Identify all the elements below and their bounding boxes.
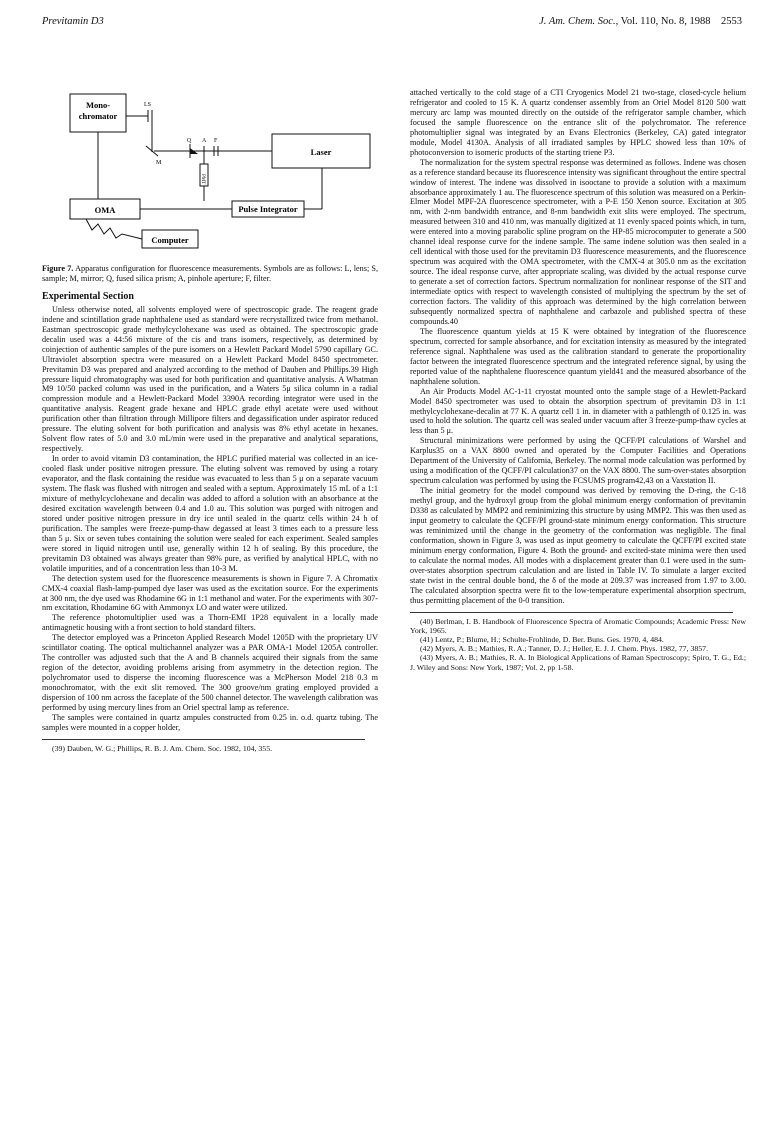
paragraph: In order to avoid vitamin D3 contamination, the HPLC purified material was collected in an ice-cooled flask under positive nitrogen pressure. The eluting solvent was removed by using a rotary evaporator, and the flask containing the residue was evacuated to less than 5 μ on a separate vacuum system. The flask was flushed with nitrogen and sealed with a septum. Approximately 15 mL of a 1:1 mixture of methylcyclohexane and decalin was added to afford a solution with an absorbance at the desired excitation wavelength between 0.4 and 1.0 au. This solution was purged with nitrogen and stored under positive nitrogen pressure in dry ice until sealed in the quartz cells within 24 h of purification. The samples were freeze-pump-thaw degassed at least 3 times each to a pressure less than 5 μ. Six or seven tubes containing the solution were sealed for each experiment. Sealed samples were stored in liquid nitrogen until use, generally within 12 h of sealing. By this procedure, the previtamin D3 obtained was always greater than 98% pure, as verified by analytical HPLC, with no volatile impurities, and of a concentration less than 10-3 M.: [42, 454, 378, 573]
running-header-right: [539, 16, 742, 27]
paragraph: Structural minimizations were performed by using the QCFF/PI calculations of Warshel and Karplus35 on a VAX 8800 owned and operated by the Computer Facilities and Operations Department of the University of California, Berkeley. The normal mode calculation was performed by using a modification of the QCFF/PI calculation37 on the VAX 8800. The sum-over-states absorption spectrum calculation was performed by using the FCSUMS program42,43 on a Vaxstation II.: [410, 436, 746, 486]
a-label: A: [202, 138, 207, 144]
footnote: (40) Berlman, I. B. Handbook of Fluorescence Spectra of Aromatic Compounds; Academic Press: New York, 1965.: [410, 616, 746, 635]
q-label: Q: [187, 138, 192, 144]
ls-label: LS: [144, 102, 152, 108]
oma-label: OMA: [94, 205, 116, 215]
footnote: (41) Lentz, P.; Blume, H.; Schulte-Frohlinde, D. Ber. Buns. Ges. 1970, 4, 484.: [420, 634, 664, 644]
footnote: (42) Myers, A. B.; Mathies, R. A.; Tanner, D. J.; Heller, E. J. J. Chem. Phys. 1982, 77, 3857.: [420, 644, 709, 654]
m-label: M: [156, 160, 162, 166]
paragraph: The initial geometry for the model compound was derived by removing the D-ring, the C-18 methyl group, and the hydroxyl group from the global minimum energy conformation of previtamin D338 as calculated by MMP2 and reminimizing this structure by using MMP2. This was then used as input geometry to calculate the QCFF/PI ground-state minimum energy conformation. This structure was reminimized until the change in the geometry of the conformation was negligible. The final conformation, shown in Figure 3, was used as input geometry to calculate the QCFF/PI excited state minimum energy conformation, Figure 4. Both the ground- and excited-state minima were then used to calculate the normal modes. All modes with a displacement greater than 0.1 were used in the sum-over-states absorption spectrum calculation and are listed in Table IV. To simulate a larger excited state twist in the central double bond, the δ of the mode at 209.37 was increased from 1.97 to 3.00. The calculated absorption spectra were fit to the low-temperature experimental absorption spectrum, thus permitting placement of the 0-0 transition.: [410, 486, 746, 605]
apparatus-diagram: [42, 92, 378, 258]
paragraph: The fluorescence quantum yields at 15 K were obtained by integration of the fluorescence spectrum, corrected for sample absorbance, and for excitation intensity as measured by the integrated reference signal. Naphthalene was used as the calibration standard to generate the proportionality factor between the integrated fluorescence spectrum and the integrated reference signal, by using the reported value of the naphthalene fluorescence quantum yield41 and the measured absorbance of the naphthalene solution.: [410, 326, 746, 386]
paragraph: The normalization for the system spectral response was determined as follows. Indene was chosen as a reference standard because its fluorescence intensity was significant throughout the entire spectral window of interest. The indene was dissolved in isooctane to provide a solution with a maximum absorbance approximately 1 au. The fluorescence spectrum of this solution was measured on a Perkin-Elmer Model MPF-2A fluorescence spectrometer, with a P-E 150 Xenon source. Excitation at 305 nm, with 2-nm bandwidth entrance, and 8-nm bandwidth exit slits were employed. The spectrum, measured between 310 and 410 nm, was manually digitized at 11 evenly spaced points which, in turn, were entered into a moving parabolic spline program on the HP-85 microcomputer to generate a 500 channel ideal response curve for the indene sample. The same indene solution was then sealed in a cell identical with those used for the previtamin D3 fluorescence measurements, and the fluorescence spectrum was acquired with the OMA spectrometer, with the CMX-4 at 305.0 nm as the excitation source. The ideal response curve, after appropriate scaling, was divided by the actual response curve to generate a set of correction factors. Spectrum normalization for nonlinear response of the SIT and intermediate optics with respect to wavelength consisted of multiplying the spectrum by the set of correction factors. The validity of this approach was determined by the high correlation between subsequently normalized spectra of naphthalene and carbazole and published spectra of these compounds.40: [410, 157, 746, 326]
footnote: (43) Myers, A. B.; Mathies, R. A. In Biological Applications of Raman Spectroscopy; Spiro, T. G., Ed.; J. Wiley and Sons: New York, 1987; Vol. 2, pp 1-58.: [410, 653, 746, 672]
figure-caption-text: Apparatus configuration for fluorescence measurements. Symbols are as follows: L, lens; S, sample; M, mirror; Q, fused silica prism; A, pinhole aperture; F, filter.: [42, 264, 378, 283]
monochromator-label-1: Mono-: [85, 100, 111, 110]
f-label: F: [214, 138, 218, 144]
paragraph: An Air Products Model AC-1-11 cryostat mounted onto the sample stage of a Hewlett-Packard Model 8450 spectrometer was used to obtain the absorption spectrum of previtamin D3 in 1:1 methylcyclohexane-decalin at 77 K. A quartz cell 1 in. in diameter with a pathlength of 0.125 in. was used to hold the solution. The quartz cell was sealed under vacuum after 3 freeze-pump-thaw cycles at less than 5 μ.: [410, 386, 746, 436]
paragraph: Unless otherwise noted, all solvents employed were of spectroscopic grade. The reagent grade indene and scintillation grade naphthalene used as standard were recrystallized twice from methanol. Eastman spectroscopic grade methylcyclohexane was used as obtained. The spectroscopic grade decalin used was a 44:56 mixture of the cis and trans isomers, respectively, as determined by coinjection of authentic samples of the pure isomers on a Hewlett Packard Model 5790 capillary GC. Ultraviolet absorption spectra were measured on a Hewlett Packard Model 8450 spectrometer. Previtamin D3 was prepared and analyzed according to the method of Dauben and Phillips.39 High pressure liquid chromatography was used for both purification and quantitative analysis. A Whatman M9 10/50 packed column was used in the purification, and a Waters 5μ silica column in a radial compression module and a Hewlett-Packard Model 3390A recording integrator were used in the quantitative analysis. Reagent grade hexane and HPLC grade ethyl acetate were used without purification other than filtration through Millipore filters and degassification under aspirator reduced pressure. The eluting solvent for both purification and analysis was 8% ethyl acetate in hexanes. Solvent flow rates of 5.0 and 3.0 mL/min were used in the preparative and analytical separations, respectively.: [42, 304, 378, 454]
apparatus-svg: [42, 92, 378, 258]
paragraph: The samples were contained in quartz ampules constructed from 0.25 in. o.d. quartz tubing. The samples were mounted in a copper holder,: [42, 712, 378, 732]
left-column: [42, 92, 378, 753]
page-number: 2553: [721, 16, 742, 27]
right-column: [410, 88, 746, 672]
footnote-divider: [410, 612, 733, 613]
paragraph: The detection system used for the fluorescence measurements is shown in Figure 7. A Chromatix CMX-4 coaxial flash-lamp-pumped dye laser was used as the excitation source. For the experiments at 300 nm, the dye used was Rhodamine 6G in 1:1 methanol and water. For the experiments with 307-nm excitation, Rhodamine 6G with Ammonyx LO and water were utilized.: [42, 573, 378, 613]
footnote: (39) Dauben, W. G.; Phillips, R. B. J. Am. Chem. Soc. 1982, 104, 355.: [52, 743, 273, 753]
figure-caption-title: Figure 7.: [42, 264, 74, 273]
pulse-integrator-label: Pulse Integrator: [238, 204, 298, 214]
laser-label: Laser: [310, 147, 332, 157]
monochromator-label-2: chromator: [78, 111, 118, 121]
running-header-left: Previtamin D3: [42, 16, 104, 27]
journal-volume: Vol. 110, No. 8, 1988: [620, 16, 711, 27]
computer-label: Computer: [151, 235, 189, 245]
pmt-label: PMT: [200, 174, 205, 185]
paragraph: attached vertically to the cold stage of a CTI Cryogenics Model 21 two-stage, closed-cycle helium refrigerator and cooled to 15 K. A quartz condenser assembly from an Oriel Model 8120 500 watt mercury arc lamp was mounted directly on the outside of the refrigerator sample chamber, which focused the sample fluorescence on the entrance slit of the polychromator. The reference photomultiplier signal was integrated by an Evans Electronics (Berkeley, CA) gated integrator module, Model 4130A. Analysis of all irradiated samples by HPLC showed less than 10% of photoconversion to isomeric products of the starting triene P3.: [410, 88, 746, 157]
figure-caption: [42, 264, 378, 284]
section-title: Experimental Section: [42, 290, 134, 302]
paragraph: The detector employed was a Princeton Applied Research Model 1205D with the proprietary UV scintillator coating. The optical multichannel analyzer was a PAR OMA-1 Model 1205A controller. The controller was adjusted such that the A and B channels acquired their signals from the same region of the detector, avoiding problems arising from asymmetry in the detection region. The polychromator used to disperse the incoming fluorescence was a McPherson Model 218 0.3 m monochromator, with the exit slit removed. The 300 groove/nm grating employed provided a dispersion of 100 nm across the faceplate of the 500 channel detector. The wavelength calibration was performed by using mercury lines from an Oriel spectral lamp as reference.: [42, 633, 378, 712]
paragraph: The reference photomultiplier used was a Thorn-EMI 1P28 equivalent in a locally made antimagnetic housing with a front section to hold standard filters.: [42, 613, 378, 633]
footnote-divider: [42, 739, 365, 740]
journal-name: J. Am. Chem. Soc.,: [539, 16, 619, 27]
